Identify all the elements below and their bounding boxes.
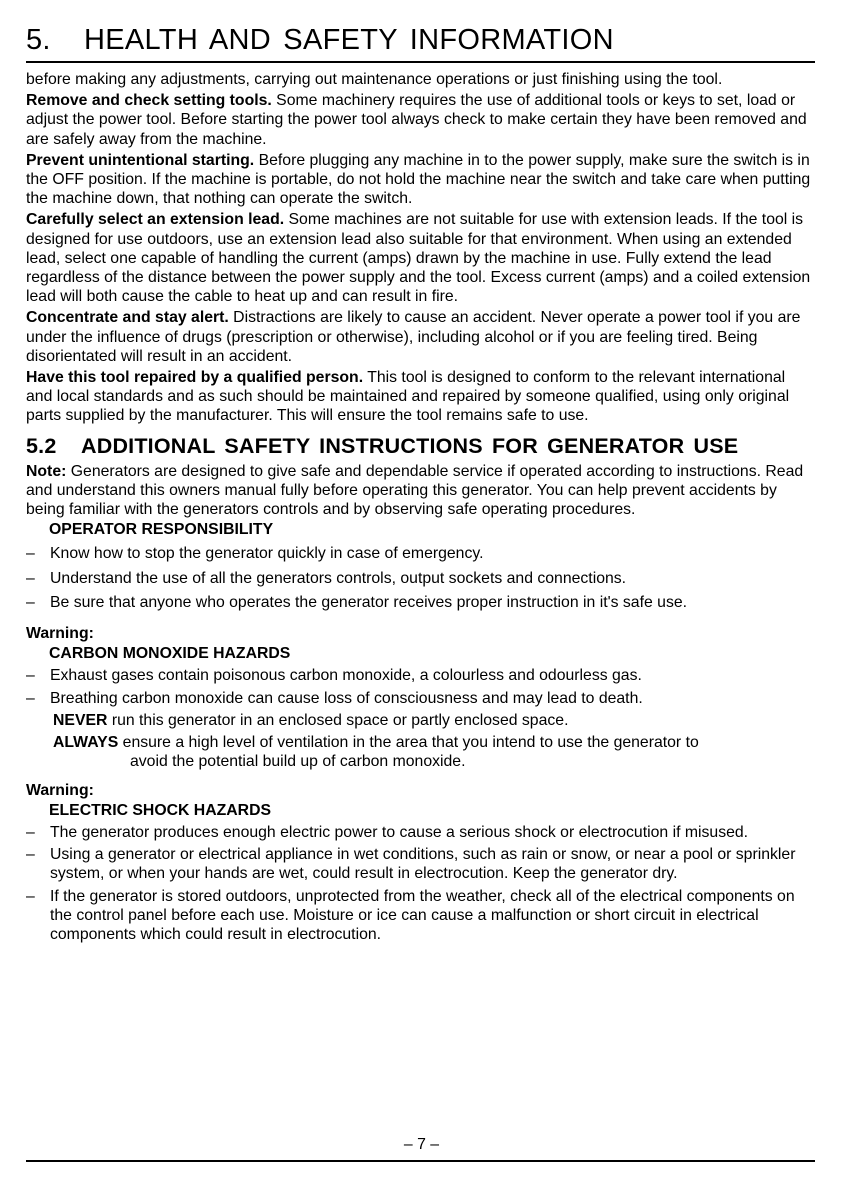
list-item bbox=[26, 845, 815, 883]
warning-label: Warning: bbox=[26, 781, 94, 799]
warning-label: Warning: bbox=[26, 625, 94, 643]
paragraph-qualified-repair bbox=[26, 368, 815, 426]
paragraph-lead: Prevent unintentional starting. bbox=[26, 151, 255, 169]
paragraph-lead: Have this tool repaired by a qualified person. bbox=[26, 369, 364, 387]
list-item-text: Be sure that anyone who operates the generator receives proper instruction in it's safe use. bbox=[50, 593, 688, 611]
carbon-monoxide-heading: CARBON MONOXIDE HAZARDS bbox=[49, 645, 291, 663]
subsection-number: 5.2 bbox=[26, 433, 57, 458]
list-item-text: Exhaust gases contain poisonous carbon monoxide, a colourless and odourless gas. bbox=[50, 667, 642, 685]
paragraph-stay-alert bbox=[26, 308, 815, 366]
always-text-continued: avoid the potential build up of carbon monoxide. bbox=[130, 753, 466, 771]
list-item-text: Breathing carbon monoxide can cause loss of consciousness and may lead to death. bbox=[50, 689, 643, 707]
subsection-title: ADDITIONAL SAFETY INSTRUCTIONS FOR GENERATOR USE bbox=[81, 433, 739, 458]
list-item-text: The generator produces enough electric power to cause a serious shock or electrocution if misused. bbox=[50, 823, 749, 841]
dash-bullet: – bbox=[26, 846, 35, 864]
dash-bullet: – bbox=[26, 823, 35, 841]
paragraph-text: Distractions are likely to cause an accident. Never operate a power tool if you are under the influence of drugs (prescription or otherwise), including alcohol or if you are feeling tired. Being disorientated will result in an accident. bbox=[26, 309, 801, 365]
list-item-text: Using a generator or electrical appliance in wet conditions, such as rain or snow, or near a pool or sprinkler system, or when your hands are wet, could result in electrocution. Keep the generator dry. bbox=[50, 846, 796, 883]
list-item bbox=[26, 823, 815, 842]
dash-bullet: – bbox=[26, 569, 35, 587]
always-statement bbox=[26, 733, 815, 771]
list-item-text: Know how to stop the generator quickly in case of emergency. bbox=[50, 545, 484, 563]
note-paragraph bbox=[26, 462, 815, 520]
subsection-heading bbox=[26, 433, 815, 459]
always-label: ALWAYS bbox=[53, 734, 119, 752]
never-statement bbox=[26, 711, 815, 730]
paragraph-text: Some machines are not suitable for use with extension leads. If the tool is designed for use outdoors, use an extension lead also suitable for that environment. When using an extended lead, select one capable of handling the current (amps) drawn by the machine in use. Fully extend the lead regardless of the distance between the power supply and the tool. Excess current (amps) and a coiled extension lead will both cause the cable to heat up and can result in fire. bbox=[26, 211, 811, 306]
intro-paragraph: before making any adjustments, carrying out maintenance operations or just finishing using the tool. bbox=[26, 71, 723, 88]
paragraph-text: Some machinery requires the use of additional tools or keys to set, load or adjust the power tool. Before starting the power tool always check to make certain they have been removed and are safely away from the machine. bbox=[26, 92, 807, 148]
list-item bbox=[26, 569, 815, 588]
operator-responsibility-heading: OPERATOR RESPONSIBILITY bbox=[49, 521, 274, 539]
page-number: – 7 – bbox=[403, 1136, 440, 1153]
carbon-monoxide-list bbox=[26, 666, 815, 707]
note-text: Generators are designed to give safe and dependable service if operated according to instructions. Read and understand this owners manual fully before operating this generator. You can help prevent accidents by being familiar with the generators controls and by observing safe operating procedures. bbox=[26, 462, 804, 519]
electric-shock-heading: ELECTRIC SHOCK HAZARDS bbox=[49, 801, 272, 819]
paragraph-lead: Concentrate and stay alert. bbox=[26, 309, 229, 327]
paragraph-text: This tool is designed to conform to the relevant international and local standards and as such should be maintained and repaired by someone qualified, using only original parts supplied by the manufacturer. This will ensure the tool remains safe to use. bbox=[26, 369, 790, 425]
paragraph-lead: Carefully select an extension lead. bbox=[26, 211, 285, 229]
electric-shock-list bbox=[26, 823, 815, 944]
paragraph-extension-lead bbox=[26, 210, 815, 306]
dash-bullet: – bbox=[26, 667, 35, 685]
dash-bullet: – bbox=[26, 887, 35, 905]
section-title: HEALTH AND SAFETY INFORMATION bbox=[84, 24, 614, 56]
list-item bbox=[26, 887, 815, 945]
note-label: Note: bbox=[26, 462, 67, 480]
section-heading bbox=[26, 22, 815, 58]
footer-rule bbox=[26, 1160, 815, 1162]
dash-bullet: – bbox=[26, 689, 35, 707]
list-item bbox=[26, 593, 815, 612]
paragraph-unintentional-starting bbox=[26, 151, 815, 209]
list-item-text: Understand the use of all the generators controls, output sockets and connections. bbox=[50, 569, 627, 587]
list-item bbox=[26, 544, 815, 563]
dash-bullet: – bbox=[26, 545, 35, 563]
paragraph-text: Before plugging any machine in to the power supply, make sure the switch is in the OFF position. If the machine is portable, do not hold the machine near the switch and take care when putting the machine down, that nothing can operate the switch. bbox=[26, 151, 811, 208]
manual-page bbox=[26, 22, 815, 944]
never-text: run this generator in an enclosed space or partly enclosed space. bbox=[107, 711, 569, 729]
heading-rule bbox=[26, 61, 815, 63]
always-text: ensure a high level of ventilation in the area that you intend to use the generator to bbox=[118, 734, 699, 752]
dash-bullet: – bbox=[26, 593, 35, 611]
list-item bbox=[26, 666, 815, 685]
list-item bbox=[26, 689, 815, 708]
never-label: NEVER bbox=[53, 711, 108, 729]
paragraph-setting-tools bbox=[26, 91, 815, 149]
operator-list bbox=[26, 544, 815, 612]
paragraph-lead: Remove and check setting tools. bbox=[26, 92, 272, 110]
list-item-text: If the generator is stored outdoors, unprotected from the weather, check all of the electrical components on the control panel before each use. Moisture or ice can cause a malfunction or short circuit in electrical components which could result in electrocution. bbox=[50, 887, 795, 943]
section-number: 5. bbox=[26, 24, 51, 56]
